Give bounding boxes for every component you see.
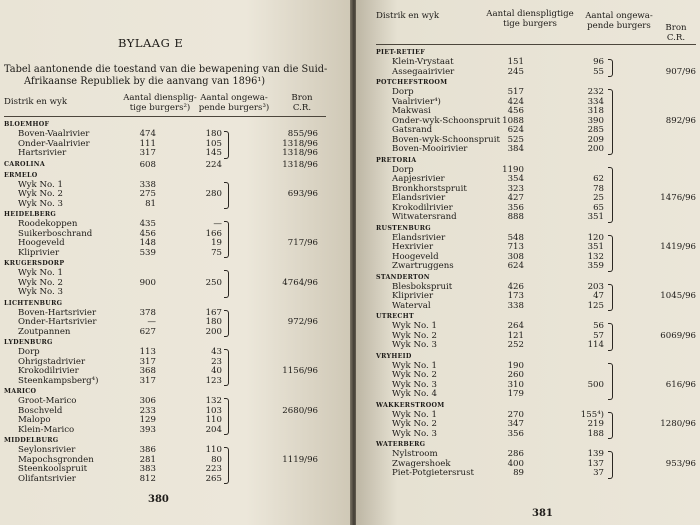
row-label: Hoogeveld [18,238,65,248]
row-col1: 264 [507,321,524,331]
row-col1: 121 [507,330,524,341]
row-label: Elandsrivier [392,232,446,243]
header-col1: Aantal diensplig- tige burgers²) [123,93,197,113]
row-col2: 19 [211,238,222,248]
row-col3: 1045/96 [660,291,696,301]
group-brace [608,363,613,400]
section-name: WATERBERG [376,441,426,448]
row-col1: 317 [139,148,156,158]
section-name: KRUGERSDORP [4,260,65,267]
row-label: Wyk No. 2 [18,189,63,199]
row-label: Hoogeveld [392,251,439,262]
row-col1: 89 [513,468,524,478]
section-name: POTCHEFSTROOM [376,79,448,86]
row-label: Krokodilrivier [392,202,453,213]
row-label: Vaalrivier⁴) [392,96,441,107]
row-col1: 474 [139,129,156,139]
row-col2: 200 [205,326,222,337]
row-col1: 129 [139,415,156,425]
row-col1: 275 [139,189,156,199]
row-col2: 200 [587,144,604,154]
row-col1: 81 [145,198,156,209]
group-brace [224,349,229,386]
row-col3: 1318/96 [282,148,318,158]
row-label: Waterval [392,300,431,311]
section-name: MIDDELBURG [4,437,59,444]
row-col1: 308 [507,251,524,262]
row-label: Krokodilrivier [18,366,79,376]
row-col1: 539 [139,247,156,258]
row-col2: 37 [593,468,604,478]
row-col1: 624 [507,261,524,271]
row-col2: 280 [205,189,222,199]
row-label: Zwagershoek [392,458,451,469]
row-col3: 972/96 [287,317,318,327]
row-col1: 393 [139,424,156,435]
row-col1: 400 [507,458,524,469]
row-col2: 137 [587,458,604,469]
row-col1: 427 [507,193,524,203]
row-col2: 334 [587,96,604,107]
row-col1: 338 [139,179,156,190]
row-col2: 96 [593,57,604,67]
row-col1: 354 [507,174,524,184]
row-col2: 155⁴) [580,409,604,420]
section-name: WAKKERSTROOM [376,401,445,409]
row-col1: 233 [139,405,156,416]
row-col1: 317 [139,356,156,367]
row-col2: 204 [205,424,222,435]
row-col1: 624 [507,125,524,135]
row-label: Aapjesrivier [392,174,445,184]
row-label: Zwartruggens [392,261,454,271]
row-col1: 190 [507,360,524,371]
section-name: ERMELO [4,171,38,179]
row-label: Onder-wyk-Schoonspruit [392,115,501,126]
row-label: Onder-Hartsrivier [18,317,97,327]
row-col2: 62 [593,174,604,184]
row-col2: 80 [211,454,222,465]
row-label: Wyk No. 1 [18,179,63,190]
row-col1: 435 [139,219,156,229]
row-col1: 270 [507,409,524,420]
row-col1: 338 [507,300,524,311]
row-col3: 855/96 [287,129,318,139]
row-col2: 105 [205,138,222,149]
row-col2: 56 [593,321,604,331]
group-brace [608,451,613,479]
row-label: Boschveld [18,405,63,416]
row-col1: 113 [139,347,156,357]
row-col2: 43 [211,347,222,357]
row-col2: 224 [205,159,222,170]
row-col1: 1088 [502,115,524,126]
row-label: Klein-Vrystaat [392,57,454,67]
row-col2: 120 [587,232,604,243]
section-name: STANDERTON [376,273,430,281]
row-label: Malopo [18,415,51,425]
row-label: Olifantsrivier [18,473,76,484]
row-col2: 110 [205,415,222,425]
row-col2: 180 [205,129,222,139]
header-col2: Aantal ongewa- pende burgers³) [198,93,270,113]
group-brace [608,284,613,312]
row-col1: 323 [507,183,524,194]
row-col1: 517 [507,87,524,97]
row-col1: 1190 [502,164,524,175]
group-brace [224,182,229,210]
row-label: Wyk No. 3 [18,198,63,209]
row-label: Wyk No. 3 [392,428,437,439]
section-name: MARICO [4,388,37,395]
row-col3: 1419/96 [660,242,696,252]
group-brace [608,89,613,155]
row-label: Ohrigstadrivier [18,356,86,367]
row-col2: 265 [205,473,222,484]
row-col2: 25 [593,193,604,203]
row-col2: 209 [587,134,604,145]
row-label: Wyk No. 3 [392,379,437,390]
row-label: Wyk No. 1 [18,268,63,278]
row-label: Boven-Mooirivier [392,144,468,154]
row-col3: 616/96 [665,379,696,390]
row-col3: 1119/96 [282,454,318,465]
row-col1: 386 [139,445,156,455]
row-col2: 250 [205,277,222,288]
row-col1: 384 [507,144,524,154]
row-col2: 145 [205,148,222,158]
row-col3: 2680/96 [282,405,318,416]
header-district-right: Distrik en wyk [376,11,440,21]
row-label: Wyk No. 1 [392,321,437,331]
row-col1: 383 [139,464,156,474]
row-col1: 148 [139,238,156,248]
row-label: Witwatersrand [392,212,457,222]
header-rule [4,116,326,117]
section-name: PIET-RETIEF [376,49,425,56]
header-col3: Bron C.R. [291,93,313,113]
row-label: Nylstroom [392,449,438,459]
row-col3: 717/96 [287,238,318,248]
header-col3-right: Bron C.R. [665,23,687,43]
row-col1: 368 [139,366,156,376]
row-label: Kliprivier [18,247,60,258]
row-col1: 260 [507,370,524,380]
row-col1: 356 [507,428,524,439]
section-name: BLOEMHOF [4,121,50,128]
row-label: Gatsrand [392,125,433,135]
row-col1: 252 [507,340,524,350]
row-label: Steenkampsberg⁴) [18,375,99,386]
group-brace [224,131,229,159]
row-col2: 132 [587,251,604,262]
row-label: Boven-Hartsrivier [18,307,97,318]
row-label: Hexrivier [392,242,434,252]
row-label: Dorp [18,347,40,357]
row-col3: 1280/96 [660,419,696,429]
section-name: LYDENBURG [4,339,53,346]
row-label: Mapochsgronden [18,454,94,465]
row-label: Piet-Potgietersrust [392,468,474,478]
row-label: Wyk No. 3 [18,287,63,297]
row-label: Steenkoolspruit [18,464,88,474]
row-col3: 953/96 [665,458,696,469]
row-col3: 4764/96 [282,277,318,288]
row-col2: — [213,219,222,229]
row-col3: 892/96 [665,115,696,126]
row-col1: 378 [139,307,156,318]
row-label: Wyk No. 2 [392,419,437,429]
row-col2: 78 [593,183,604,194]
row-label: Onder-Vaalrivier [18,138,90,149]
row-col3: 907/96 [665,66,696,77]
row-col3: 6069/96 [660,330,696,341]
row-label: Roodekoppen [18,219,78,229]
row-col2: 500 [587,379,604,390]
page-title: BYLAAG E [118,36,184,50]
row-col2: 318 [587,106,604,116]
row-label: Zoutpannen [18,326,71,337]
row-label: Wyk No. 2 [392,330,437,341]
row-col1: 286 [507,449,524,459]
row-label: Kliprivier [392,291,434,301]
row-label: Wyk No. 3 [392,340,437,350]
row-col2: 123 [205,375,222,386]
row-col2: 125 [587,300,604,311]
row-col2: 351 [587,242,604,252]
section-name: CAROLINA [4,160,46,168]
row-label: Seylonsrivier [18,445,76,455]
row-col1: 281 [139,454,156,465]
row-col2: 114 [587,340,604,350]
row-col2: 75 [211,247,222,258]
row-col2: 103 [205,405,222,416]
right-page [356,0,700,525]
row-col1: 900 [139,277,156,288]
row-label: Suikerboschrand [18,228,93,239]
row-col2: 223 [205,464,222,474]
row-col1: 627 [139,326,156,337]
section-name: VRYHEID [376,352,412,360]
row-col2: 351 [587,212,604,222]
row-col1: 347 [507,419,524,429]
section-name: LICHTENBURG [4,299,63,307]
row-label: Bronkhorstspruit [392,183,467,194]
section-name: RUSTENBURG [376,224,431,232]
row-col1: 525 [507,134,524,145]
row-col1: 151 [507,57,524,67]
row-col2: 132 [205,396,222,406]
group-brace [608,235,613,272]
row-label: Wyk No. 1 [392,360,437,371]
row-col1: 456 [507,106,524,116]
row-col3: 1156/96 [282,366,318,376]
group-brace [608,412,613,440]
row-label: Boven-Vaalrivier [18,129,90,139]
group-brace [608,323,613,351]
row-label: Hartsrivier [18,148,67,158]
row-col2: 40 [211,366,222,376]
table-caption-line-1: Tabel aantonende die toestand van die bewapening van die Suid- [4,64,328,75]
row-label: Dorp [392,87,414,97]
row-col1: — [147,317,156,327]
group-brace [224,221,229,258]
header-col2-right: Aantal ongewa- pende burgers [585,11,653,31]
row-col2: 180 [205,317,222,327]
row-col1: 812 [139,473,156,484]
row-col2: 167 [205,307,222,318]
row-col1: 111 [139,138,156,149]
row-label: Elandsrivier [392,193,446,203]
row-col2: 65 [593,202,604,213]
row-label: Makwasi [392,106,431,116]
group-brace [224,447,229,484]
row-col2: 23 [211,356,222,367]
row-label: Boven-wyk-Schoonspruit [392,134,500,145]
row-col2: 55 [593,66,604,77]
row-col1: 356 [507,202,524,213]
group-brace [608,59,613,77]
row-col2: 47 [593,291,604,301]
row-col1: 713 [507,242,524,252]
row-col1: 245 [507,66,524,77]
section-name: PRETORIA [376,156,417,164]
row-col1: 424 [507,96,524,107]
section-name: UTRECHT [376,313,414,320]
row-label: Dorp [392,164,414,175]
row-label: Wyk No. 2 [392,370,437,380]
row-col3: 1476/96 [660,193,696,203]
group-brace [608,167,613,223]
row-col1: 608 [139,159,156,170]
row-col1: 548 [507,232,524,243]
header-col1-right: Aantal dienspligtige tige burgers [486,9,574,29]
row-col2: 390 [587,115,604,126]
row-col2: 285 [587,125,604,135]
row-col2: 232 [587,87,604,97]
row-col2: 57 [593,330,604,341]
row-label: Klein-Marico [18,424,75,435]
row-col3: 1318/96 [282,159,318,170]
page-number-left: 380 [148,494,169,505]
row-col2: 188 [587,428,604,439]
row-col3: 693/96 [287,189,318,199]
page-number-right: 381 [532,508,553,519]
row-label: Groot-Marico [18,396,77,406]
group-brace [224,270,229,298]
group-brace [224,310,229,338]
header-rule-right [376,44,696,45]
row-col1: 306 [139,396,156,406]
row-col2: 139 [587,449,604,459]
row-col2: 110 [205,445,222,455]
row-col2: 219 [587,419,604,429]
row-col1: 179 [507,389,524,399]
row-label: Wyk No. 4 [392,389,437,399]
row-col2: 166 [205,228,222,239]
row-label: Assegaairivier [392,66,455,77]
row-col1: 888 [507,212,524,222]
group-brace [224,398,229,435]
row-col1: 426 [507,281,524,292]
section-name: HEIDELBERG [4,211,57,218]
row-col2: 203 [587,281,604,292]
row-label: Blesbokspruit [392,281,453,292]
row-label: Wyk No. 2 [18,277,63,288]
row-col1: 310 [507,379,524,390]
row-col1: 317 [139,375,156,386]
row-col1: 456 [139,228,156,239]
header-district: Distrik en wyk [4,97,68,107]
row-label: Wyk No. 1 [392,409,437,420]
row-col2: 359 [587,261,604,271]
row-col1: 173 [507,291,524,301]
row-col3: 1318/96 [282,138,318,149]
table-caption-line-2: Afrikaanse Republiek by die aanvang van 1896¹) [24,76,266,87]
